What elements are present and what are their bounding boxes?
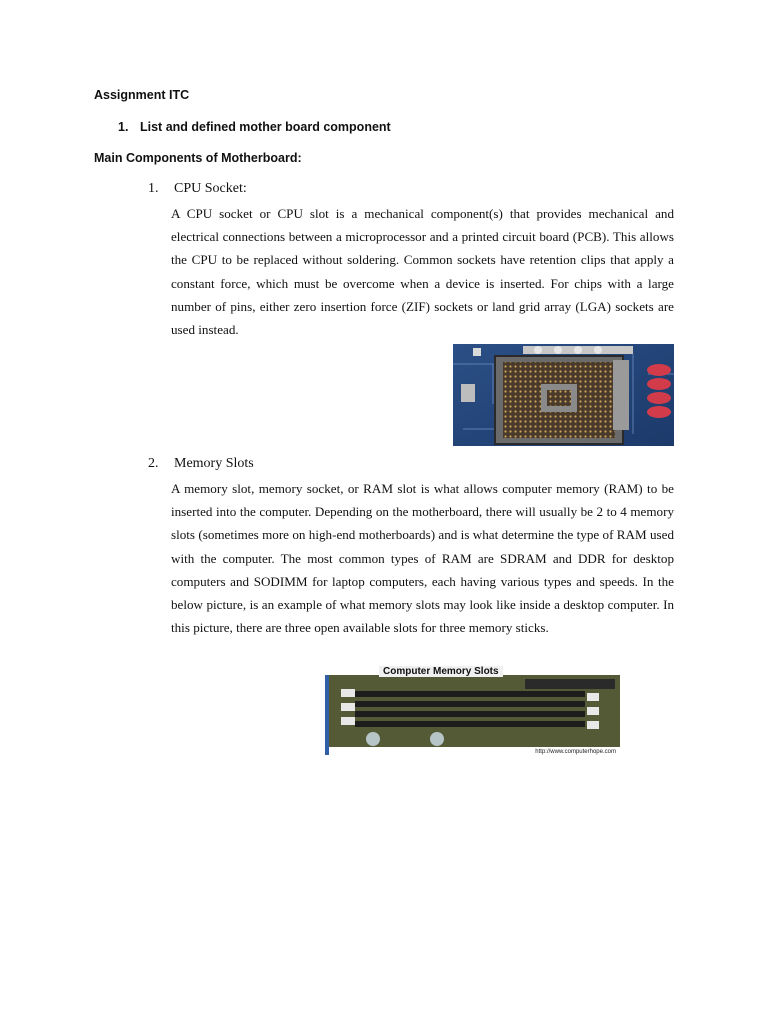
item-memory-slots-heading	[148, 456, 254, 472]
memory-slots-image	[325, 663, 620, 755]
memory-image-source: http://www.computerhope.com	[535, 749, 616, 755]
assignment-title: Assignment ITC	[94, 88, 190, 102]
question-text: List and defined mother board component	[140, 120, 391, 134]
question-1	[118, 120, 391, 134]
item-number: 1.	[148, 181, 159, 196]
memory-slots-paragraph: A memory slot, memory socket, or RAM slot is what allows computer memory (RAM) to be inserted into the computer. Depending on the motherboard, there will usually be 2 to 4 memory slots (sometimes more on high-end motherboards) and is what determine the type of RAM used with the computer. The most common types of RAM are SDRAM and DDR for desktop computers and SODIMM for laptop computers, each having various types and speeds. In the below picture, is an example of what memory slots may look like inside a desktop computer. In this picture, there are three open available slots for three memory sticks.	[171, 481, 674, 636]
item-title: CPU Socket:	[174, 181, 247, 196]
item-cpu-socket-heading	[148, 181, 247, 197]
question-number: 1.	[118, 120, 129, 134]
item-number: 2.	[148, 456, 159, 471]
cpu-socket-image	[453, 344, 674, 446]
memory-image-caption: Computer Memory Slots	[379, 666, 503, 677]
section-heading: Main Components of Motherboard:	[94, 151, 302, 165]
item-title: Memory Slots	[174, 456, 254, 471]
cpu-socket-paragraph: A CPU socket or CPU slot is a mechanical component(s) that provides mechanical and electrical connections between a microprocessor and a printed circuit board (PCB). This allows the CPU to be replaced without soldering. Common sockets have retention clips that apply a constant force, which must be overcome when a device is inserted. For chips with a large number of pins, either zero insertion force (ZIF) sockets or land grid array (LGA) sockets are used instead.	[171, 206, 674, 338]
